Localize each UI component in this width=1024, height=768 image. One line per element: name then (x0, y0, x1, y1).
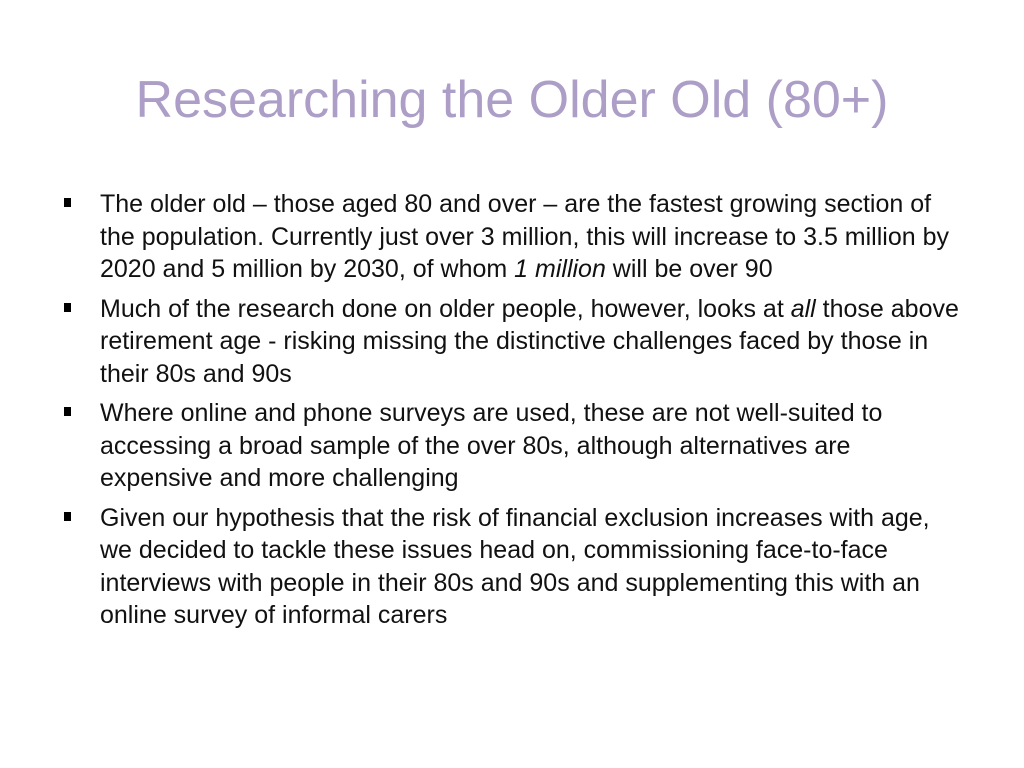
bullet-text-segment: Much of the research done on older people, however, looks at (100, 294, 791, 323)
square-bullet-icon (64, 303, 71, 312)
bullet-item (62, 397, 962, 495)
bullet-item (62, 293, 962, 391)
bullet-text (100, 502, 962, 632)
bullet-text-segment: will be over 90 (605, 255, 773, 283)
bullet-item (62, 188, 962, 286)
bullet-text-italic: 1 million (514, 255, 606, 283)
square-bullet-icon (64, 407, 71, 416)
bullet-item (62, 502, 962, 632)
bullet-text-segment: Given our hypothesis that the risk of financial exclusion increases with age, we decided to tackle these issues head on, commissioning face-to-face interviews with people in their 80s and 90s and supplementing this with an online survey of informal carers (100, 503, 930, 629)
bullet-text (100, 188, 962, 286)
bullet-text-segment: those above retirement age - risking missing the distinctive challenges faced by those in their 80s and 90s (100, 294, 959, 388)
slide-title: Researching the Older Old (80+) (135, 71, 889, 129)
bullet-text-segment: Where online and phone surveys are used, these are not well-suited to accessing a broad sample of the over 80s, although alternatives are expensive and more challenging (100, 399, 883, 492)
bullet-list (62, 188, 962, 639)
square-bullet-icon (64, 512, 71, 521)
bullet-text (100, 293, 962, 391)
bullet-text-segment: The older old – those aged 80 and over – are the fastest growing section of the population. Currently just over 3 million, this will increase to 3.5 million by 2020 and 5 million by 2030, of whom (100, 190, 949, 283)
bullet-text-italic: all (790, 294, 816, 323)
bullet-text (100, 397, 962, 495)
square-bullet-icon (64, 198, 71, 207)
